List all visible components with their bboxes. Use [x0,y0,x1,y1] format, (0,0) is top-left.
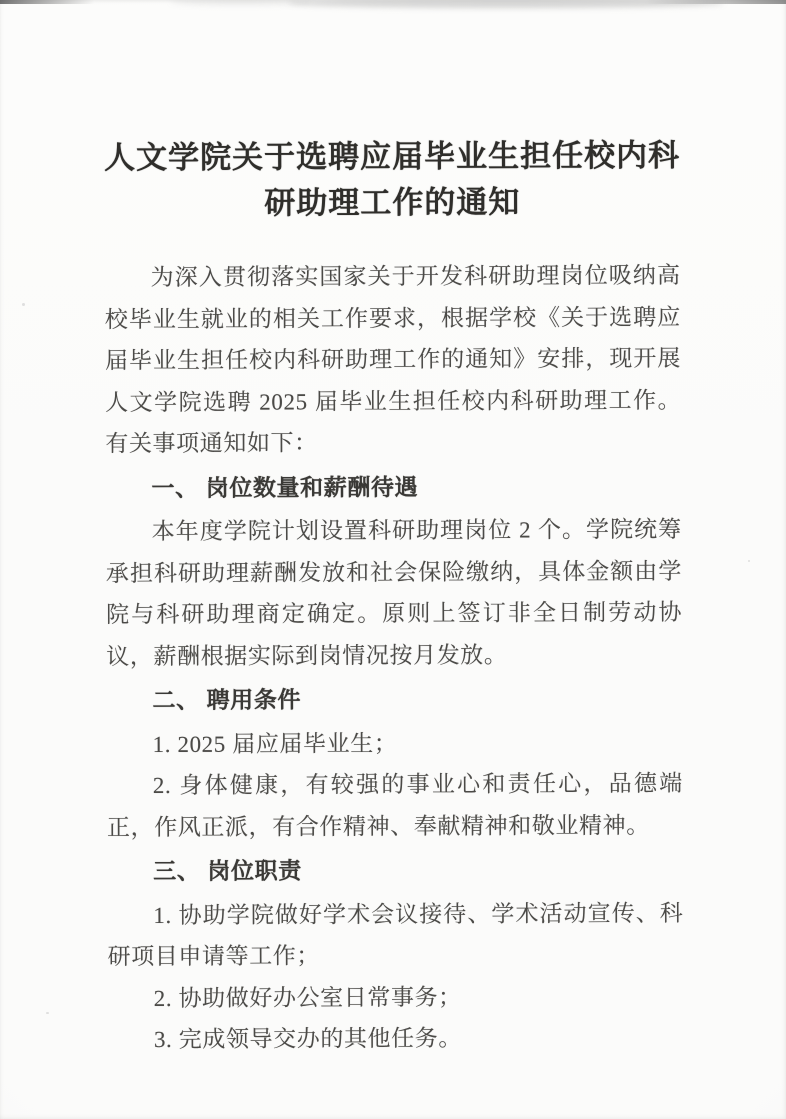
section-3-item-3: 3. 完成领导交办的其他任务。 [153,1025,462,1053]
document-title-line-1: 人文学院关于选聘应届毕业生担任校内科 [104,137,681,176]
scan-speck [46,1012,49,1014]
scan-smudge [170,0,310,5]
scan-speck [748,560,750,562]
scan-smudge [288,0,724,8]
section-heading-3: 三、 岗位职责 [153,857,302,885]
scan-speck [22,303,25,306]
section-heading-1: 一、 岗位数量和薪酬待遇 [151,473,419,501]
section-2-item-1: 1. 2025 届应届毕业生； [152,730,398,757]
document-title [104,133,680,228]
intro-paragraph: 为深入贯彻落实国家关于开发科研助理岗位吸纳高校毕业生就业的相关工作要求，根据学校《关于选聘应届毕业生担任校内科研助理工作的通知》安排，现开展人文学院选聘 2025 届毕业生担任校内科研助理工作。有关事项通知如下： [104,262,682,457]
section-3-item-2: 2. 协助做好办公室日常事务； [153,984,462,1011]
section-2-item-2: 2. 身体健康，有较强的事业心和责任心，品德端正，作风正派，有合作精神、奉献精神和敬业精神。 [106,770,683,840]
section-1-paragraph: 本年度学院计划设置科研助理岗位 2 个。学院统筹承担科研助理薪酬发放和社会保险缴纳，具体金额由学院与科研助理商定确定。原则上签订非全日制劳动协议，薪酬根据实际到岗情况按月发放。 [105,516,683,669]
section-heading-2: 二、 聘用条件 [152,686,302,714]
section-3-item-1: 1. 协助学院做好学术会议接待、学术活动宣传、科研项目申请等工作； [107,900,684,970]
document-body [104,133,684,1061]
document-title-line-2: 研助理工作的通知 [264,184,521,221]
